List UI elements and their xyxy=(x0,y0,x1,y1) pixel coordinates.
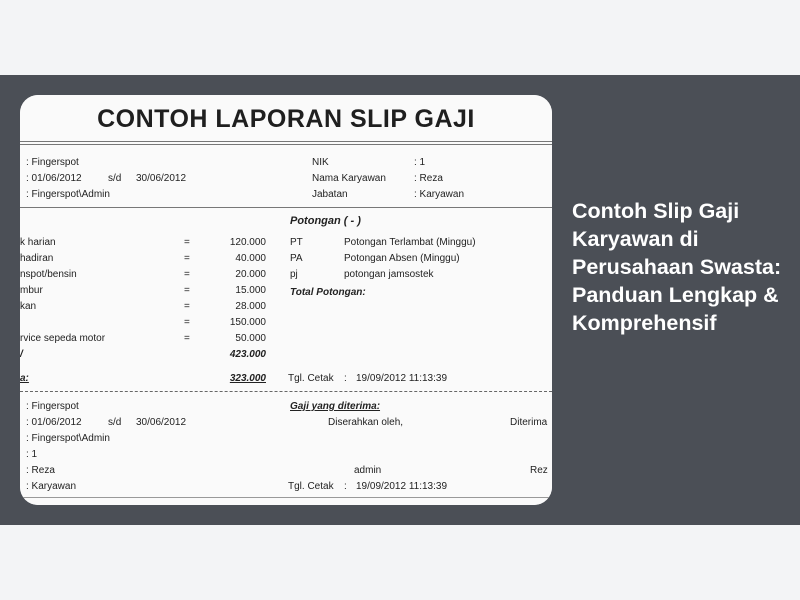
diserahkan-label: Diserahkan oleh, xyxy=(328,417,404,428)
jabatan-label: Jabatan xyxy=(312,189,348,200)
print-date-value: 19/09/2012 11:13:39 xyxy=(356,373,448,384)
title-rule xyxy=(20,141,552,142)
slip-gaji-document xyxy=(20,95,552,505)
gaji-diterima-label: Gaji yang diterima: xyxy=(290,401,381,412)
cut-line xyxy=(20,391,552,392)
earning-eq: = xyxy=(184,253,190,264)
earning-amount: 40.000 xyxy=(235,253,266,264)
bottom-rule xyxy=(20,497,552,498)
print-date-label-2: Tgl. Cetak xyxy=(288,481,334,492)
earnings-total: 423.000 xyxy=(229,349,266,360)
deduction-label: potongan jamsostek xyxy=(344,269,434,280)
reza-sign: Rez xyxy=(530,465,548,476)
print-date-label: Tgl. Cetak xyxy=(288,373,334,384)
footer-period-end: 30/06/2012 xyxy=(136,417,187,428)
total-potongan-label: Total Potongan: xyxy=(290,287,366,298)
print-date-sep-2: : xyxy=(344,481,347,492)
header-rule xyxy=(20,207,552,208)
footer-user: : Fingerspot\Admin xyxy=(26,433,110,444)
slip-title: CONTOH LAPORAN SLIP GAJI xyxy=(97,105,475,133)
earning-amount: 28.000 xyxy=(235,301,266,312)
earning-label: hadiran xyxy=(20,253,54,264)
footer-company: : Fingerspot xyxy=(26,401,79,412)
earning-eq: = xyxy=(184,285,190,296)
earning-amount: 50.000 xyxy=(235,333,266,344)
diterima-label: Diterima xyxy=(510,417,548,428)
period-sd: s/d xyxy=(108,173,122,184)
net-total: 323.000 xyxy=(229,373,266,384)
earning-eq: = xyxy=(184,333,190,344)
earning-label: rvice sepeda motor xyxy=(20,333,106,344)
slip-image-card xyxy=(20,95,552,505)
user-value: : Fingerspot\Admin xyxy=(26,189,110,200)
nik-value: : 1 xyxy=(414,157,426,168)
footer-nik: : 1 xyxy=(26,449,38,460)
earning-label: nspot/bensin xyxy=(20,269,77,280)
nama-value: : Reza xyxy=(414,173,443,184)
period-end: 30/06/2012 xyxy=(136,173,187,184)
earning-label: k harian xyxy=(20,237,56,248)
net-label: a: xyxy=(20,373,29,384)
earning-eq: = xyxy=(184,301,190,312)
deduction-code: pj xyxy=(290,269,298,280)
footer-period-start: : 01/06/2012 xyxy=(26,417,82,428)
footer-nama: : Reza xyxy=(26,465,55,476)
earnings-total-label: / xyxy=(20,349,23,360)
deduction-code: PA xyxy=(290,253,303,264)
footer-period-sd: s/d xyxy=(108,417,122,428)
title-rule-2 xyxy=(20,144,552,145)
deduction-code: PT xyxy=(290,237,303,248)
earning-amount: 120.000 xyxy=(229,237,266,248)
earning-label: kan xyxy=(20,301,37,312)
earning-eq: = xyxy=(184,269,190,280)
deduction-label: Potongan Terlambat (Minggu) xyxy=(344,237,476,248)
footer-jabatan: : Karyawan xyxy=(26,481,77,492)
company-value: : Fingerspot xyxy=(26,157,79,168)
deduction-label: Potongan Absen (Minggu) xyxy=(344,253,460,264)
print-date-sep: : xyxy=(344,373,347,384)
earning-amount: 15.000 xyxy=(235,285,266,296)
nama-label: Nama Karyawan xyxy=(312,173,386,184)
jabatan-value: : Karyawan xyxy=(414,189,465,200)
earning-eq: = xyxy=(184,237,190,248)
earning-label: mbur xyxy=(20,285,43,296)
print-date-value-2: 19/09/2012 11:13:39 xyxy=(356,481,448,492)
article-title[interactable]: Contoh Slip Gaji Karyawan di Perusahaan Swasta: Panduan Lengkap & Komprehensif xyxy=(572,199,782,335)
potongan-title: Potongan ( - ) xyxy=(290,215,361,227)
earning-eq: = xyxy=(184,317,190,328)
earning-amount: 20.000 xyxy=(235,269,266,280)
admin-sign: admin xyxy=(354,465,382,476)
nik-label: NIK xyxy=(312,157,329,168)
earning-amount: 150.000 xyxy=(229,317,266,328)
period-start: : 01/06/2012 xyxy=(26,173,82,184)
